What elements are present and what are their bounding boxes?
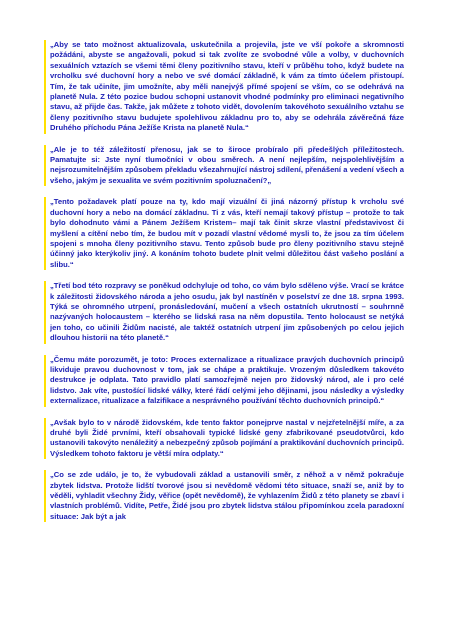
paragraph-6: „Avšak bylo to v národě židovském, kde tento faktor ponejprve nastal v nejzřetelnější míře, a za druhé byli Židé prvními, kteří obsahovali typické lidské geny zfabrikované pseudotvůrci, kdo ustanovili takovýto nenáležitý a nebezpečný způsob pojímání a praktikování duchovních principů. Výsledkem tohoto faktoru je větší míra odplaty.“ bbox=[44, 418, 404, 460]
paragraph-4: „Třetí bod této rozpravy se poněkud odchyluje od toho, co vám bylo sděleno výše. Vrací se krátce k záležitosti židovského národa a jeho osudu, jak byl nastíněn v poselství ze dne 18. srpna 1993. Týká se ohromného utrpení, pronásledování, mučení a všech ostatních ukrutností – souhrnně nazývaných holocaustem – kterého se lidská rasa na něm dopustila. Tento holocaust se netýká jen toho, co učinili Židům nacisté, ale taktéž ostatních utrpení jim způsobených po celou jejich dlouhou historii na této planetě.“ bbox=[44, 281, 404, 343]
paragraph-7: „Co se zde událo, je to, že vybudovali základ a ustanovili směr, z něhož a v němž pokračuje zbytek lidstva. Protože lidští tvorové jsou si nevědomě vědomi této situace, snaží se, aniž by to věděli, vyhladit všechny Židy, věřice (opět nevědomě), že vyhlazením Židů z této planety se zbaví i vlastních problémů. Vidíte, Petře, Židé jsou pro zbytek lidstva stálou připomínkou zcela paradoxní situace: Jak být a jak bbox=[44, 470, 404, 522]
paragraph-5: „Čemu máte porozumět, je toto: Proces externalizace a ritualizace pravých duchovních principů likviduje pravou duchovnost v tom, jak se chápe a praktikuje. Vrozeným důsledkem takovéto destrukce je odplata. Tato pravidlo platí samozřejmě nejen pro židovský národ, ale i pro celé lidstvo. Jak víte, pustošící lidské války, které řádí celými jeho dějinami, jsou následky a výsledky externalizace, ritualizace a falzifikace a nesprávného používání těchto duchovních principů.“ bbox=[44, 355, 404, 407]
paragraph-2: „Ale je to též záležitostí přenosu, jak se to široce probíralo při předešlých příležitostech. Pamatujte si: Jste nyní tlumočníci v obou směrech. A není nejlepším, nejspolehlivějším a nejsrozumitelnějším způsobem překladu všezahrnující nástroj sdílení, přenášení a vedení všech a všeho, jakým je sexualita ve svém pozitivním spoluznačení?„ bbox=[44, 145, 404, 187]
paragraph-1: „Aby se tato možnost aktualizovala, uskutečnila a projevila, jste ve vší pokoře a skromnosti požádáni, abyste se angažovali, pokud si tak zvolíte ze svobodné vůle a volby, v duchovních sexuálních vztazích se všemi těmi členy pozitivního stavu, kteří v průběhu toho, když budete na vrcholku své duchovní hory a nebo ve své domácí základně, k vám za tímto účelem přistoupí. Tím, že tak učiníte, jim umožníte, aby měli nanejvýš přímé spojení se vším, co se odehrává na planetě Nula. Z této pozice budou schopni ustanovit vhodné podmínky pro eliminaci negativního stavu, až přijde čas. Takže, jak můžete z tohoto vidět, dovolením takovéhoto sexuálního vztahu se členy pozitivního stavu budujete spolehlivou základnu pro to, aby se odehrála závěrečná fáze Druhého příchodu Pána Ježíše Krista na planetě Nula.“ bbox=[44, 40, 404, 134]
paragraph-3: „Tento požadavek platí pouze na ty, kdo mají vizuální či jiná názorný přístup k vrcholu své duchovní hory a nebo na domácí základnu. Ti z vás, kteří nemají takový přístup – protože to tak bylo dohodnuto vámi a Pánem Ježíšem Kristem– mají tak činit skrze vlastní představivost či myšlení a cítění nebo tím, že budou mít v pozadí vlastní vědomé mysli to, že jsou za tím účelem spojeni s mnoha členy pozitivního stavu. Tento způsob bude pro členy pozitivního stavu stejně účinný jako kterýkoliv jiný. A konáním tohoto budete plnit velmi důležitou část vašeho poslání a slibu.“ bbox=[44, 197, 404, 270]
